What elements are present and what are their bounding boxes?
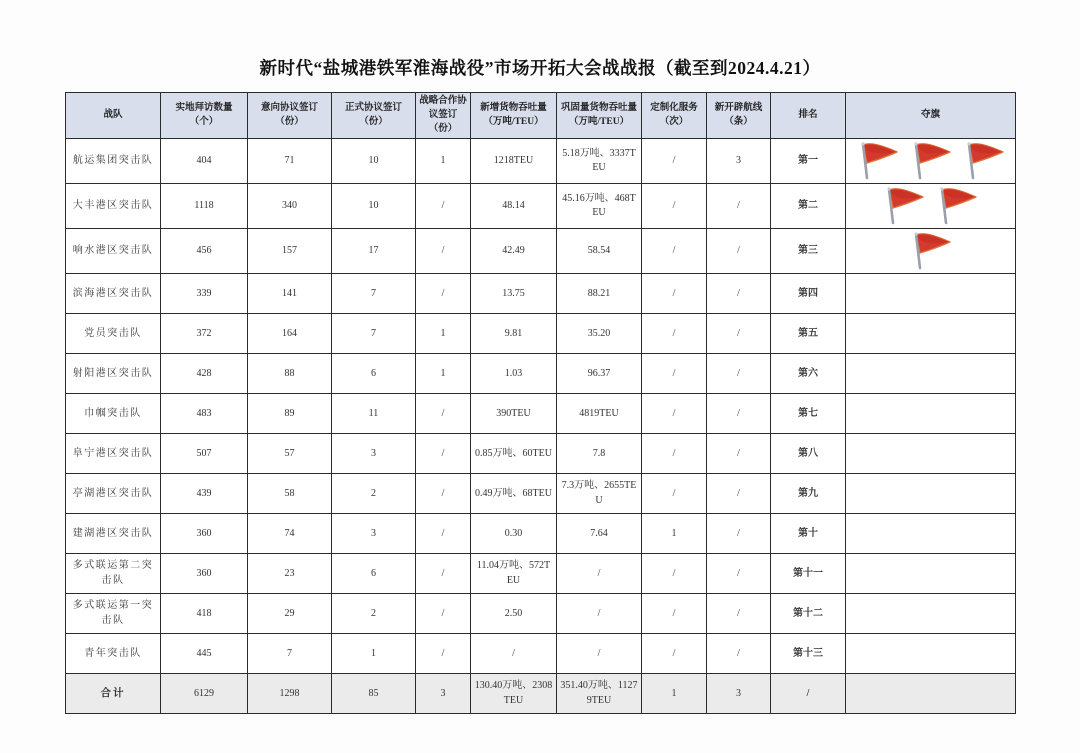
routes-cell: / xyxy=(707,229,771,274)
team-name-cell: 阜宁港区突击队 xyxy=(66,434,161,474)
intent-cell: 58 xyxy=(248,474,332,514)
flags-group xyxy=(849,231,1012,271)
strategic-cell: / xyxy=(416,634,471,674)
new_volume-cell: 9.81 xyxy=(471,314,557,354)
flags-group xyxy=(849,186,1012,226)
kept_volume-cell: 96.37 xyxy=(557,354,642,394)
intent-cell: 141 xyxy=(248,274,332,314)
kept_volume-cell: 351.40万吨、11279TEU xyxy=(557,674,642,714)
custom-cell: 1 xyxy=(642,674,707,714)
visits-cell: 372 xyxy=(161,314,248,354)
team-name-cell: 响水港区突击队 xyxy=(66,229,161,274)
new_volume-cell: 13.75 xyxy=(471,274,557,314)
table-row xyxy=(66,274,1016,314)
visits-cell: 439 xyxy=(161,474,248,514)
flags-cell xyxy=(846,394,1016,434)
strategic-cell: 1 xyxy=(416,354,471,394)
column-header-2: 意向协议签订（份） xyxy=(248,93,332,139)
visits-cell: 456 xyxy=(161,229,248,274)
formal-cell: 3 xyxy=(332,514,416,554)
visits-cell: 428 xyxy=(161,354,248,394)
table-row xyxy=(66,184,1016,229)
flags-cell xyxy=(846,634,1016,674)
team-name-cell: 滨海港区突击队 xyxy=(66,274,161,314)
strategic-cell: 3 xyxy=(416,674,471,714)
intent-cell: 88 xyxy=(248,354,332,394)
custom-cell: / xyxy=(642,394,707,434)
formal-cell: 3 xyxy=(332,434,416,474)
new_volume-cell: 0.85万吨、60TEU xyxy=(471,434,557,474)
page-title: 新时代“盐城港铁军淮海战役”市场开拓大会战战报（截至到2024.4.21） xyxy=(259,58,821,78)
table-row xyxy=(66,394,1016,434)
routes-cell: / xyxy=(707,274,771,314)
custom-cell: / xyxy=(642,554,707,594)
strategic-cell: / xyxy=(416,434,471,474)
table-header-row xyxy=(66,93,1016,139)
routes-cell: 3 xyxy=(707,139,771,184)
routes-cell: / xyxy=(707,314,771,354)
flags-cell xyxy=(846,184,1016,229)
battle-report-table xyxy=(65,92,1016,714)
routes-cell: / xyxy=(707,184,771,229)
flags-cell xyxy=(846,139,1016,184)
column-header-8: 新开辟航线（条） xyxy=(707,93,771,139)
routes-cell: / xyxy=(707,594,771,634)
rank-cell: 第七 xyxy=(771,394,846,434)
intent-cell: 164 xyxy=(248,314,332,354)
strategic-cell: / xyxy=(416,554,471,594)
column-header-3: 正式协议签订（份） xyxy=(332,93,416,139)
table-row xyxy=(66,514,1016,554)
new_volume-cell: 390TEU xyxy=(471,394,557,434)
intent-cell: 71 xyxy=(248,139,332,184)
team-name-cell: 射阳港区突击队 xyxy=(66,354,161,394)
routes-cell: / xyxy=(707,634,771,674)
custom-cell: / xyxy=(642,434,707,474)
routes-cell: 3 xyxy=(707,674,771,714)
table-row xyxy=(66,229,1016,274)
team-name-cell: 多式联运第二突击队 xyxy=(66,554,161,594)
custom-cell: / xyxy=(642,229,707,274)
intent-cell: 29 xyxy=(248,594,332,634)
kept_volume-cell: 7.64 xyxy=(557,514,642,554)
red-pennant-flag-icon xyxy=(934,186,980,226)
visits-cell: 483 xyxy=(161,394,248,434)
column-header-0: 战队 xyxy=(66,93,161,139)
strategic-cell: / xyxy=(416,274,471,314)
team-name-cell: 大丰港区突击队 xyxy=(66,184,161,229)
intent-cell: 57 xyxy=(248,434,332,474)
formal-cell: 7 xyxy=(332,274,416,314)
visits-cell: 1118 xyxy=(161,184,248,229)
visits-cell: 404 xyxy=(161,139,248,184)
flags-cell xyxy=(846,274,1016,314)
flags-cell xyxy=(846,354,1016,394)
kept_volume-cell: 7.3万吨、2655TEU xyxy=(557,474,642,514)
table-row xyxy=(66,554,1016,594)
custom-cell: / xyxy=(642,474,707,514)
kept_volume-cell: / xyxy=(557,634,642,674)
team-name-cell: 航运集团突击队 xyxy=(66,139,161,184)
formal-cell: 11 xyxy=(332,394,416,434)
team-name-cell: 合计 xyxy=(66,674,161,714)
intent-cell: 74 xyxy=(248,514,332,554)
routes-cell: / xyxy=(707,354,771,394)
rank-cell: 第六 xyxy=(771,354,846,394)
rank-cell: 第二 xyxy=(771,184,846,229)
rank-cell: 第四 xyxy=(771,274,846,314)
team-name-cell: 建湖港区突击队 xyxy=(66,514,161,554)
formal-cell: 10 xyxy=(332,139,416,184)
formal-cell: 85 xyxy=(332,674,416,714)
flags-cell xyxy=(846,314,1016,354)
routes-cell: / xyxy=(707,434,771,474)
kept_volume-cell: 4819TEU xyxy=(557,394,642,434)
formal-cell: 2 xyxy=(332,594,416,634)
new_volume-cell: 130.40万吨、2308TEU xyxy=(471,674,557,714)
column-header-6: 巩固量货物吞吐量（万吨/TEU） xyxy=(557,93,642,139)
visits-cell: 418 xyxy=(161,594,248,634)
strategic-cell: / xyxy=(416,184,471,229)
total-row xyxy=(66,674,1016,714)
flags-cell xyxy=(846,229,1016,274)
custom-cell: / xyxy=(642,634,707,674)
flags-cell xyxy=(846,594,1016,634)
formal-cell: 7 xyxy=(332,314,416,354)
team-name-cell: 多式联运第一突击队 xyxy=(66,594,161,634)
rank-cell: 第三 xyxy=(771,229,846,274)
formal-cell: 6 xyxy=(332,554,416,594)
flags-cell xyxy=(846,434,1016,474)
table-row xyxy=(66,354,1016,394)
table-row xyxy=(66,314,1016,354)
strategic-cell: 1 xyxy=(416,139,471,184)
intent-cell: 7 xyxy=(248,634,332,674)
rank-cell: 第五 xyxy=(771,314,846,354)
rank-cell: / xyxy=(771,674,846,714)
intent-cell: 23 xyxy=(248,554,332,594)
rank-cell: 第十 xyxy=(771,514,846,554)
table-row xyxy=(66,139,1016,184)
intent-cell: 89 xyxy=(248,394,332,434)
custom-cell: / xyxy=(642,139,707,184)
red-pennant-flag-icon xyxy=(908,231,954,271)
new_volume-cell: 1.03 xyxy=(471,354,557,394)
intent-cell: 1298 xyxy=(248,674,332,714)
routes-cell: / xyxy=(707,394,771,434)
column-header-4: 战略合作协议签订（份） xyxy=(416,93,471,139)
visits-cell: 445 xyxy=(161,634,248,674)
new_volume-cell: 11.04万吨、572TEU xyxy=(471,554,557,594)
new_volume-cell: / xyxy=(471,634,557,674)
column-header-5: 新增货物吞吐量（万吨/TEU） xyxy=(471,93,557,139)
kept_volume-cell: 35.20 xyxy=(557,314,642,354)
formal-cell: 6 xyxy=(332,354,416,394)
rank-cell: 第十一 xyxy=(771,554,846,594)
column-header-9: 排名 xyxy=(771,93,846,139)
custom-cell: / xyxy=(642,274,707,314)
routes-cell: / xyxy=(707,514,771,554)
rank-cell: 第十二 xyxy=(771,594,846,634)
kept_volume-cell: / xyxy=(557,594,642,634)
flags-cell xyxy=(846,674,1016,714)
strategic-cell: 1 xyxy=(416,314,471,354)
custom-cell: / xyxy=(642,594,707,634)
kept_volume-cell: 58.54 xyxy=(557,229,642,274)
team-name-cell: 党员突击队 xyxy=(66,314,161,354)
column-header-10: 夺旗 xyxy=(846,93,1016,139)
intent-cell: 157 xyxy=(248,229,332,274)
team-name-cell: 亭湖港区突击队 xyxy=(66,474,161,514)
routes-cell: / xyxy=(707,554,771,594)
column-header-1: 实地拜访数量（个） xyxy=(161,93,248,139)
team-name-cell: 青年突击队 xyxy=(66,634,161,674)
intent-cell: 340 xyxy=(248,184,332,229)
formal-cell: 2 xyxy=(332,474,416,514)
formal-cell: 17 xyxy=(332,229,416,274)
kept_volume-cell: 7.8 xyxy=(557,434,642,474)
kept_volume-cell: 45.16万吨、468TEU xyxy=(557,184,642,229)
strategic-cell: / xyxy=(416,514,471,554)
strategic-cell: / xyxy=(416,594,471,634)
rank-cell: 第一 xyxy=(771,139,846,184)
strategic-cell: / xyxy=(416,474,471,514)
visits-cell: 360 xyxy=(161,554,248,594)
column-header-7: 定制化服务（次） xyxy=(642,93,707,139)
new_volume-cell: 0.30 xyxy=(471,514,557,554)
flags-cell xyxy=(846,474,1016,514)
kept_volume-cell: / xyxy=(557,554,642,594)
formal-cell: 10 xyxy=(332,184,416,229)
flags-cell xyxy=(846,554,1016,594)
custom-cell: 1 xyxy=(642,514,707,554)
routes-cell: / xyxy=(707,474,771,514)
table-row xyxy=(66,594,1016,634)
team-name-cell: 巾帼突击队 xyxy=(66,394,161,434)
visits-cell: 6129 xyxy=(161,674,248,714)
custom-cell: / xyxy=(642,354,707,394)
red-pennant-flag-icon xyxy=(881,186,927,226)
visits-cell: 339 xyxy=(161,274,248,314)
strategic-cell: / xyxy=(416,394,471,434)
table-row xyxy=(66,474,1016,514)
kept_volume-cell: 5.18万吨、3337TEU xyxy=(557,139,642,184)
new_volume-cell: 0.49万吨、68TEU xyxy=(471,474,557,514)
red-pennant-flag-icon xyxy=(908,141,954,181)
strategic-cell: / xyxy=(416,229,471,274)
rank-cell: 第九 xyxy=(771,474,846,514)
custom-cell: / xyxy=(642,314,707,354)
rank-cell: 第八 xyxy=(771,434,846,474)
flags-cell xyxy=(846,514,1016,554)
custom-cell: / xyxy=(642,184,707,229)
red-pennant-flag-icon xyxy=(961,141,1007,181)
table-row xyxy=(66,434,1016,474)
table-row xyxy=(66,634,1016,674)
kept_volume-cell: 88.21 xyxy=(557,274,642,314)
new_volume-cell: 2.50 xyxy=(471,594,557,634)
new_volume-cell: 1218TEU xyxy=(471,139,557,184)
visits-cell: 360 xyxy=(161,514,248,554)
rank-cell: 第十三 xyxy=(771,634,846,674)
flags-group xyxy=(849,141,1012,181)
formal-cell: 1 xyxy=(332,634,416,674)
visits-cell: 507 xyxy=(161,434,248,474)
red-pennant-flag-icon xyxy=(855,141,901,181)
new_volume-cell: 48.14 xyxy=(471,184,557,229)
new_volume-cell: 42.49 xyxy=(471,229,557,274)
